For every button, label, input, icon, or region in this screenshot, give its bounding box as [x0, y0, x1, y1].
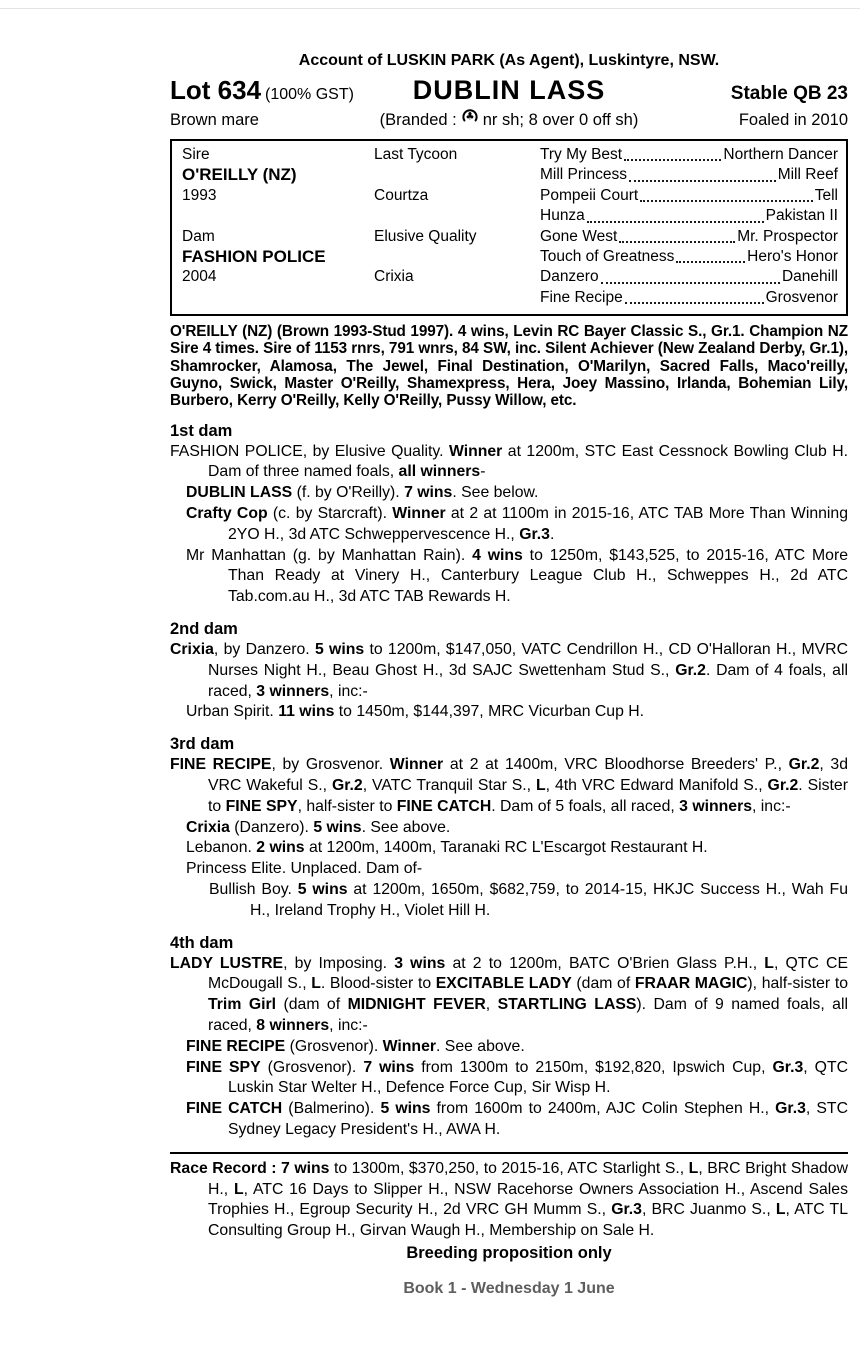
pedigree-column-parents — [182, 145, 374, 308]
spacer — [182, 206, 374, 226]
breeding-note: Breeding proposition only — [406, 1243, 612, 1262]
dot-leader — [625, 302, 764, 304]
horse-name: DUBLIN LASS — [412, 75, 606, 105]
dam-dam: Crixia — [374, 268, 414, 286]
sire-year: 1993 — [182, 186, 217, 204]
section-4th-dam — [170, 933, 848, 1141]
catalogue-page — [170, 52, 848, 1298]
section-2nd-dam — [170, 619, 848, 723]
lot-row — [170, 75, 848, 106]
pedigree-column-grandparents — [374, 145, 540, 308]
foal-entry: Crafty Cop (c. by Starcraft). Winner at 2 at 1100m in 2015-16, ATC TAB More Than Winning 2YO H., 3d ATC Schweppervescence H., Gr.3. — [186, 505, 848, 543]
section-heading: 1st dam — [170, 421, 233, 440]
section-heading: 4th dam — [170, 933, 234, 952]
ancestor-row — [540, 145, 838, 165]
race-record-paragraph: Race Record : 7 wins to 1300m, $370,250, to 2015-16, ATC Starlight S., L, BRC Bright Shadow H., L, ATC 16 Days to Slipper H., NSW Racehorse Owners Association H., Ascend Sales Trophies H., Egroup Security H., 2d VRC GH Mumm S., Gr.3, BRC Juanmo S., L, ATC TL Consulting Group H., Girvan Waugh H., Membership on Sale H. — [170, 1159, 848, 1240]
foal-entry: Crixia (Danzero). 5 wins. See above. — [186, 818, 451, 836]
section-heading: 3rd dam — [170, 735, 235, 754]
ancestor-left: Pompeii Court — [540, 186, 639, 204]
ancestor-left: Gone West — [540, 227, 618, 245]
horseshoe-club-brand-icon — [461, 107, 479, 130]
ancestor-right: Tell — [814, 186, 838, 204]
pedigree-column-ancestors — [540, 145, 838, 308]
foal-entry: Mr Manhattan (g. by Manhattan Rain). 4 wins to 1250m, $143,525, to 2015-16, ATC More Than Ready at Vinery H., Canterbury League Club H., Schweppes H., 2d ATC Tab.com.au H., 3d ATC TAB Rewards H. — [186, 546, 848, 606]
svg-text:♣: ♣ — [465, 111, 475, 123]
sire-name: O'REILLY (NZ) — [182, 165, 297, 185]
dam-paragraph: FINE RECIPE, by Grosvenor. Winner at 2 at 1400m, VRC Bloodhorse Breeders' P., Gr.2, 3d VRC Wakeful S., Gr.2, VATC Tranquil Star S., L, 4th VRC Edward Manifold S., Gr.2. Sister to FINE SPY, half-sister to FINE CATCH. Dam of 5 foals, all raced, 3 winners, inc:- — [170, 756, 848, 815]
dot-leader — [640, 200, 813, 202]
page-top-rule — [0, 8, 860, 9]
granddaughter-entry: Bullish Boy. 5 wins at 1200m, 1650m, $682,759, to 2014-15, HKJC Success H., Wah Fu H., Ireland Trophy H., Violet Hill H. — [209, 880, 848, 919]
foal-entry: DUBLIN LASS (f. by O'Reilly). 7 wins. See below. — [186, 484, 539, 502]
pedigree-table — [170, 139, 848, 316]
section-1st-dam — [170, 421, 848, 608]
ancestor-row — [540, 186, 838, 206]
foal-entry: FINE SPY (Grosvenor). 7 wins from 1300m to 2150m, $192,820, Ipswich Cup, Gr.3, QTC Luskin Star Welter H., Defence Force Cup, Sir Wisp H. — [186, 1058, 849, 1097]
sire-dam: Courtza — [374, 186, 429, 204]
brand-suffix: nr sh; 8 over 0 off sh) — [482, 111, 639, 129]
ancestor-left: Danzero — [540, 268, 599, 286]
dam-year: 2004 — [182, 268, 217, 286]
dot-leader — [624, 159, 721, 161]
dam-paragraph: Crixia, by Danzero. 5 wins to 1200m, $147,050, VATC Cendrillon H., CD O'Halloran H., MVRC Nurses Night H., Beau Ghost H., 3d SAJC Swettenham Stud S., Gr.2. Dam of 4 foals, all raced, 3 winners, inc:- — [170, 640, 848, 700]
gst-note: (100% GST) — [265, 86, 354, 103]
account-line: Account of LUSKIN PARK (As Agent), Luskintyre, NSW. — [298, 52, 720, 69]
ancestor-row — [540, 165, 838, 185]
ancestor-right: Grosvenor — [765, 288, 838, 306]
stable-number: Stable QB 23 — [730, 83, 848, 104]
dam-name: FASHION POLICE — [182, 246, 326, 266]
ancestor-row — [540, 247, 838, 267]
foaled-year: Foaled in 2010 — [738, 111, 848, 129]
dam-paragraph: FASHION POLICE, by Elusive Quality. Winner at 1200m, STC East Cessnock Bowling Club H. Dam of three named foals, all winners- — [170, 442, 848, 481]
sire-sire: Last Tycoon — [374, 146, 458, 163]
ancestor-left: Hunza — [540, 207, 585, 225]
brand-line — [380, 109, 639, 132]
race-record-rule — [170, 1152, 848, 1154]
foal-entry: Lebanon. 2 wins at 1200m, 1400m, Taranaki RC L'Escargot Restaurant H. — [186, 839, 708, 857]
spacer — [374, 165, 540, 185]
ancestor-right: Northern Dancer — [723, 145, 838, 163]
dot-leader — [587, 221, 764, 223]
dot-leader — [619, 241, 735, 243]
dam-paragraph: LADY LUSTRE, by Imposing. 3 wins at 2 to 1200m, BATC O'Brien Glass P.H., L, QTC CE McDougall S., L. Blood-sister to EXCITABLE LADY (dam of FRAAR MAGIC), half-sister to Trim Girl (dam of MIDNIGHT FEVER, STARTLING LASS). Dam of 9 named foals, all raced, 8 winners, inc:- — [170, 954, 848, 1034]
ancestor-left: Fine Recipe — [540, 288, 623, 306]
section-race-record — [170, 1159, 848, 1264]
section-3rd-dam — [170, 734, 848, 921]
page-footer: Book 1 - Wednesday 1 June — [403, 1279, 615, 1297]
spacer — [374, 247, 540, 267]
ancestor-row — [540, 267, 838, 287]
ancestor-row — [540, 227, 838, 247]
ancestor-right: Mill Reef — [777, 166, 838, 184]
spacer — [374, 206, 540, 226]
description-row — [170, 109, 848, 132]
foal-entry: Urban Spirit. 11 wins to 1450m, $144,397, MRC Vicurban Cup H. — [186, 703, 645, 721]
ancestor-right: Hero's Honor — [747, 247, 838, 265]
dot-leader — [629, 180, 776, 182]
lot-number: Lot 634 — [170, 75, 262, 105]
ancestor-right: Mr. Prospector — [737, 227, 838, 245]
spacer — [182, 288, 374, 308]
ancestor-row — [540, 206, 838, 226]
ancestor-row — [540, 288, 838, 308]
foal-entry: Princess Elite. Unplaced. Dam of- — [186, 860, 423, 878]
brand-prefix: (Branded : — [379, 111, 457, 129]
sire-label: Sire — [182, 146, 210, 163]
ancestor-left: Try My Best — [540, 145, 623, 163]
foal-entry: FINE CATCH (Balmerino). 5 wins from 1600m to 2400m, AJC Colin Stephen H., Gr.3, STC Sydney Legacy President's H., AWA H. — [186, 1100, 848, 1138]
dam-sire: Elusive Quality — [374, 227, 477, 245]
ancestor-right: Pakistan II — [765, 207, 838, 225]
ancestor-left: Mill Princess — [540, 166, 627, 184]
ancestor-left: Touch of Greatness — [540, 247, 675, 265]
section-heading: 2nd dam — [170, 619, 238, 638]
horse-description: Brown mare — [170, 111, 259, 129]
sire-blurb: O'REILLY (NZ) (Brown 1993-Stud 1997). 4 wins, Levin RC Bayer Classic S., Gr.1. Champion NZ Sire 4 times. Sire of 1153 rnrs, 791 wnrs, 84 SW, inc. Silent Achiever (New Zealand Derby, Gr.1), Shamrocker, Alamosa, The Jewel, Final Destination, O'Marilyn, Sacred Falls, Maco'reilly, Guyno, Swick, Master O'Reilly, Shamexpress, Hera, Joey Massino, Irlanda, Bohemian Lily, Burbero, Kerry O'Reilly, Kelly O'Reilly, Pussy Willow, etc. — [170, 323, 848, 410]
spacer — [374, 288, 540, 308]
foal-entry: FINE RECIPE (Grosvenor). Winner. See above. — [186, 1037, 525, 1055]
dot-leader — [676, 261, 745, 263]
ancestor-right: Danehill — [781, 268, 838, 286]
dam-label: Dam — [182, 227, 215, 245]
dot-leader — [601, 282, 780, 284]
lot-left — [170, 75, 413, 106]
